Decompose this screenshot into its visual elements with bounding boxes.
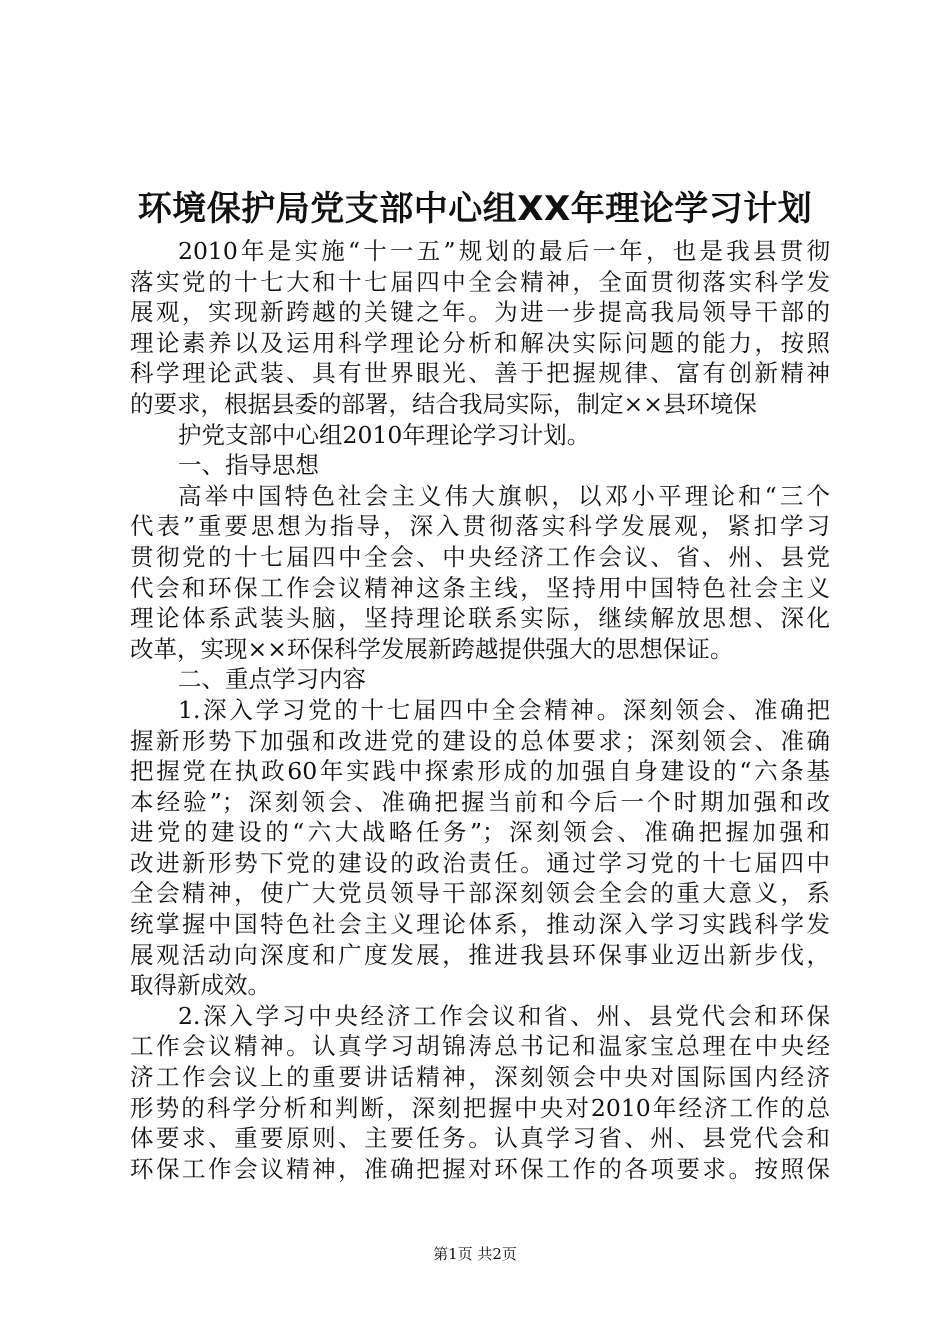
- text-line: 本经验”；深刻领会、准确把握当前和今后一个时期加强和改: [130, 787, 830, 816]
- text-line: 取得新成效。: [130, 971, 271, 1000]
- text-line: 形势的科学分析和判断，深刻把握中央对2010年经济工作的总: [130, 1093, 830, 1122]
- text-line: 济工作会议上的重要讲话精神，深刻领会中央对国际国内经济: [130, 1063, 830, 1092]
- text-line: 2.深入学习中央经济工作会议和省、州、县党代会和环保: [178, 1001, 830, 1030]
- text-line: 进党的建设的“六大战略任务”；深刻领会、准确把握加强和: [130, 818, 830, 847]
- text-line: 统掌握中国特色社会主义理论体系，推动深入学习实践科学发: [130, 910, 830, 939]
- text-line: 的要求，根据县委的部署，结合我局实际，制定××县环境保: [130, 389, 757, 418]
- text-line: 一、指导思想: [178, 451, 319, 480]
- text-line: 护党支部中心组2010年理论学习计划。: [178, 420, 591, 449]
- text-line: 贯彻党的十七届四中全会、中央经济工作会议、省、州、县党: [130, 542, 830, 571]
- document-body: [130, 236, 830, 1184]
- text-line: 改进新形势下党的建设的政治责任。通过学习党的十七届四中: [130, 848, 830, 877]
- text-line: 把握党在执政60年实践中探索形成的加强自身建设的“六条基: [130, 757, 830, 786]
- text-line: 落实党的十七大和十七届四中全会精神，全面贯彻落实科学发: [130, 267, 830, 296]
- text-line: 2010年是实施“十一五”规划的最后一年，也是我县贯彻: [178, 237, 830, 265]
- text-line: 体要求、重要原则、主要任务。认真学习省、州、县党代会和: [130, 1124, 830, 1153]
- text-line: 科学理论武装、具有世界眼光、善于把握规律、富有创新精神: [130, 359, 830, 388]
- document-title: 环境保护局党支部中心组XX年理论学习计划: [137, 189, 813, 229]
- text-line: 高举中国特色社会主义伟大旗帜，以邓小平理论和“三个: [178, 481, 830, 510]
- page-footer: 第1页 共2页: [433, 1245, 517, 1263]
- text-line: 二、重点学习内容: [178, 665, 366, 694]
- text-line: 握新形势下加强和改进党的建设的总体要求；深刻领会、准确: [130, 726, 830, 755]
- text-line: 改革，实现××环保科学发展新跨越提供强大的思想保证。: [130, 634, 734, 663]
- text-line: 理论素养以及运用科学理论分析和解决实际问题的能力，按照: [130, 328, 830, 357]
- text-line: 工作会议精神。认真学习胡锦涛总书记和温家宝总理在中央经: [130, 1032, 830, 1061]
- text-line: 1.深入学习党的十七届四中全会精神。深刻领会、准确把: [178, 695, 830, 724]
- text-line: 展观活动向深度和广度发展，推进我县环保事业迈出新步伐，: [130, 940, 830, 969]
- text-line: 理论体系武装头脑，坚持理论联系实际，继续解放思想、深化: [130, 604, 830, 633]
- text-line: 代会和环保工作会议精神这条主线，坚持用中国特色社会主义: [130, 573, 830, 602]
- text-line: 环保工作会议精神，准确把握对环保工作的各项要求。按照保: [130, 1154, 830, 1183]
- text-line: 全会精神，使广大党员领导干部深刻领会全会的重大意义，系: [130, 879, 830, 908]
- text-line: 代表”重要思想为指导，深入贯彻落实科学发展观，紧扣学习: [130, 512, 830, 541]
- text-line: 展观，实现新跨越的关键之年。为进一步提高我局领导干部的: [130, 298, 830, 327]
